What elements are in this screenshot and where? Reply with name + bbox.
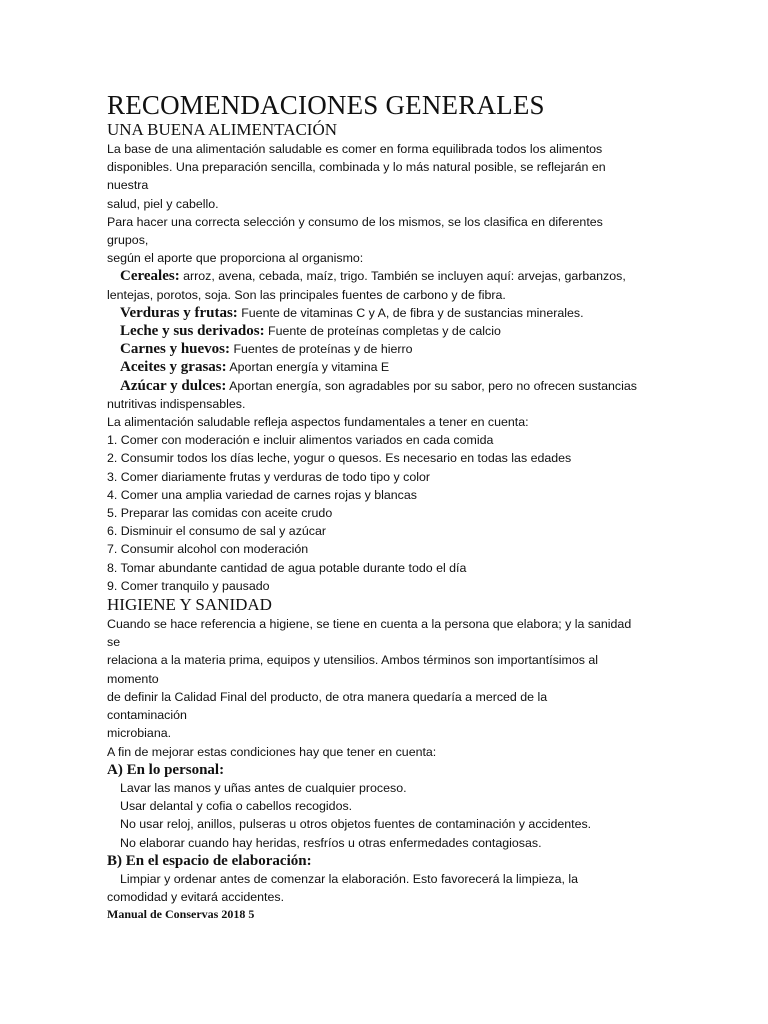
document-page <box>107 90 667 922</box>
subheading-space: B) En el espacio de elaboración: <box>107 852 312 869</box>
aspect-item: 3. Comer diariamente frutas y verduras de todo tipo y color <box>107 469 430 484</box>
food-group-list <box>107 267 667 413</box>
space-list <box>107 870 667 906</box>
personal-item-text: Usar delantal y cofia o cabellos recogidos. <box>120 799 353 814</box>
food-group-continuation: lentejas, porotos, soja. Son las principales fuentes de carbono y de fibra. <box>107 287 506 302</box>
personal-item <box>107 834 667 852</box>
intro-paragraph <box>107 140 667 267</box>
food-group-text: Fuentes de proteínas y de hierro <box>230 342 413 357</box>
subheading-personal: A) En lo personal: <box>107 761 225 778</box>
space-item-text: Limpiar y ordenar antes de comenzar la elaboración. Esto favorecerá la limpieza, la <box>120 871 578 886</box>
food-group-item <box>107 267 667 285</box>
text-line: grupos, <box>107 233 149 248</box>
food-group-continuation: nutritivas indispensables. <box>107 396 246 411</box>
food-group-name: Carnes y huevos: <box>120 341 231 358</box>
section-heading-alimentacion: UNA BUENA ALIMENTACIÓN <box>107 120 338 139</box>
food-group-item <box>107 304 667 322</box>
hygiene-paragraph <box>107 615 667 761</box>
food-group-text: Aportan energía y vitamina E <box>226 360 390 375</box>
aspect-item: 4. Comer una amplia variedad de carnes rojas y blancas <box>107 487 417 502</box>
food-group-name: Verduras y frutas: <box>120 304 238 321</box>
section-heading-higiene: HIGIENE Y SANIDAD <box>107 595 272 615</box>
food-group-text: Fuente de proteínas completas y de calcio <box>264 324 501 339</box>
text-line: momento <box>107 671 159 686</box>
text-line: La base de una alimentación saludable es comer en forma equilibrada todos los alimentos <box>107 142 603 156</box>
space-item-continuation: comodidad y evitará accidentes. <box>107 890 285 905</box>
aspect-item: 8. Tomar abundante cantidad de agua potable durante todo el día <box>107 560 467 575</box>
text-line: según el aporte que proporciona al organismo: <box>107 251 364 266</box>
text-line: A fin de mejorar estas condiciones hay que tener en cuenta: <box>107 744 437 759</box>
personal-list <box>107 779 667 852</box>
aspects-intro: La alimentación saludable refleja aspectos fundamentales a tener en cuenta: <box>107 415 529 430</box>
aspect-item: 7. Consumir alcohol con moderación <box>107 542 309 557</box>
text-line: nuestra <box>107 178 149 193</box>
food-group-item <box>107 358 667 376</box>
personal-item <box>107 779 667 797</box>
text-line: Para hacer una correcta selección y consumo de los mismos, se los clasifica en diferentes <box>107 214 603 229</box>
food-group-name: Leche y sus derivados: <box>120 323 265 340</box>
aspect-item: 5. Preparar las comidas con aceite crudo <box>107 506 333 521</box>
food-group-text: Fuente de vitaminas C y A, de fibra y de sustancias minerales. <box>237 305 584 320</box>
text-line: salud, piel y cabello. <box>107 196 219 211</box>
personal-item-text: Lavar las manos y uñas antes de cualquier proceso. <box>120 780 407 795</box>
page-title: RECOMENDACIONES GENERALES <box>107 90 545 120</box>
text-line: disponibles. Una preparación sencilla, combinada y lo más natural posible, se reflejarán en <box>107 160 606 175</box>
aspect-item: 2. Consumir todos los días leche, yogur o quesos. Es necesario en todas las edades <box>107 451 572 466</box>
space-item <box>107 870 667 888</box>
personal-item <box>107 815 667 833</box>
food-group-text: arroz, avena, cebada, maíz, trigo. También se incluyen aquí: arvejas, garbanzos, <box>179 269 626 284</box>
text-line: se <box>107 635 121 650</box>
personal-item-text: No usar reloj, anillos, pulseras u otros objetos fuentes de contaminación y accidentes. <box>120 817 592 832</box>
aspects-list <box>107 431 667 595</box>
food-group-name: Azúcar y dulces: <box>120 377 227 394</box>
food-group-name: Aceites y grasas: <box>120 359 227 376</box>
text-line: de definir la Calidad Final del producto, de otra manera quedaría a merced de la <box>107 689 548 704</box>
food-group-item <box>107 322 667 340</box>
personal-item-text: No elaborar cuando hay heridas, resfríos u otras enfermedades contagiosas. <box>120 835 542 850</box>
text-line: relaciona a la materia prima, equipos y utensilios. Ambos términos son importantísimos al <box>107 653 599 668</box>
aspect-item: 9. Comer tranquilo y pausado <box>107 578 270 593</box>
aspect-item: 1. Comer con moderación e incluir alimentos variados en cada comida <box>107 433 494 448</box>
aspect-item: 6. Disminuir el consumo de sal y azúcar <box>107 524 326 539</box>
food-group-item <box>107 340 667 358</box>
food-group-item <box>107 377 667 395</box>
text-line: microbiana. <box>107 726 172 741</box>
food-group-text: Aportan energía, son agradables por su sabor, pero no ofrecen sustancias <box>226 378 637 393</box>
text-line: contaminación <box>107 708 187 723</box>
page-footer: Manual de Conservas 2018 5 <box>107 907 255 922</box>
personal-item <box>107 797 667 815</box>
text-line: Cuando se hace referencia a higiene, se tiene en cuenta a la persona que elabora; y la sanidad <box>107 617 632 632</box>
food-group-name: Cereales: <box>120 268 180 285</box>
